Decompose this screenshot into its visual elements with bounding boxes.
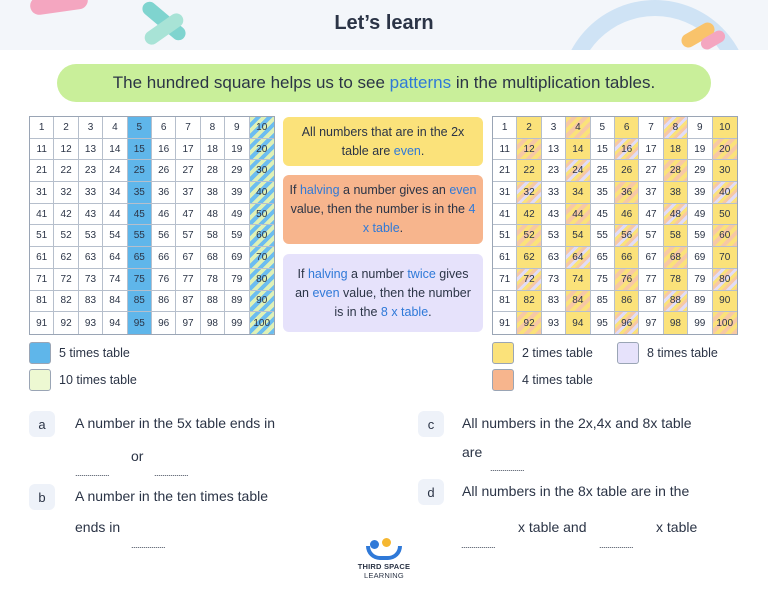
grid-cell: 35 [591, 182, 615, 204]
grid-cell: 89 [225, 291, 249, 313]
key-10-times [29, 369, 137, 391]
grid-cell: 4 [103, 117, 127, 139]
grid-cell: 82 [54, 291, 78, 313]
grid-cell: 79 [225, 269, 249, 291]
info-text: a number [347, 266, 408, 281]
grid-cell: 55 [128, 225, 152, 247]
grid-cell: 45 [591, 204, 615, 226]
grid-cell: 21 [493, 160, 517, 182]
grid-cell: 92 [517, 312, 541, 334]
grid-cell: 32 [517, 182, 541, 204]
grid-cell: 54 [103, 225, 127, 247]
grid-cell: 46 [152, 204, 176, 226]
grid-cell: 61 [30, 247, 54, 269]
info-box-2x [283, 117, 483, 166]
grid-cell: 51 [493, 225, 517, 247]
grid-cell: 94 [566, 312, 590, 334]
grid-cell: 66 [152, 247, 176, 269]
grid-cell: 56 [615, 225, 639, 247]
grid-cell: 9 [225, 117, 249, 139]
grid-cell: 60 [250, 225, 274, 247]
question-a-badge: a [29, 411, 55, 437]
grid-cell: 55 [591, 225, 615, 247]
grid-cell: 43 [542, 204, 566, 226]
grid-cell: 92 [54, 312, 78, 334]
grid-cell: 99 [688, 312, 712, 334]
grid-cell: 33 [542, 182, 566, 204]
grid-cell: 14 [566, 139, 590, 161]
grid-cell: 90 [713, 291, 737, 313]
grid-cell: 43 [79, 204, 103, 226]
grid-cell: 57 [639, 225, 663, 247]
grid-cell: 45 [128, 204, 152, 226]
grid-cell: 77 [176, 269, 200, 291]
grid-cell: 93 [79, 312, 103, 334]
grid-cell: 58 [664, 225, 688, 247]
grid-cell: 18 [201, 139, 225, 161]
grid-cell: 69 [225, 247, 249, 269]
question-a-or: or [131, 448, 144, 464]
info-highlight: even [449, 183, 477, 197]
grid-cell: 91 [493, 312, 517, 334]
grid-cell: 50 [250, 204, 274, 226]
logo-text-2: LEARNING [364, 571, 404, 580]
grid-cell: 31 [30, 182, 54, 204]
grid-cell: 73 [79, 269, 103, 291]
grid-cell: 87 [639, 291, 663, 313]
grid-cell: 36 [152, 182, 176, 204]
grid-cell: 82 [517, 291, 541, 313]
grid-cell: 85 [128, 291, 152, 313]
grid-cell: 40 [713, 182, 737, 204]
grid-cell: 58 [201, 225, 225, 247]
grid-cell: 1 [493, 117, 517, 139]
grid-cell: 35 [128, 182, 152, 204]
grid-cell: 31 [493, 182, 517, 204]
grid-cell: 30 [713, 160, 737, 182]
info-text: value, then the number is in the [334, 285, 471, 319]
grid-cell: 52 [517, 225, 541, 247]
key-4-times [492, 369, 593, 391]
grid-cell: 48 [664, 204, 688, 226]
key-label: 10 times table [59, 373, 137, 387]
grid-cell: 41 [493, 204, 517, 226]
grid-cell: 71 [30, 269, 54, 291]
grid-cell: 28 [664, 160, 688, 182]
grid-cell: 9 [688, 117, 712, 139]
grid-cell: 29 [225, 160, 249, 182]
grid-cell: 80 [250, 269, 274, 291]
grid-cell: 42 [54, 204, 78, 226]
grid-cell: 95 [128, 312, 152, 334]
grid-cell: 49 [225, 204, 249, 226]
grid-cell: 7 [176, 117, 200, 139]
grid-cell: 26 [615, 160, 639, 182]
hundred-square-5-10 [29, 116, 275, 335]
grid-cell: 24 [103, 160, 127, 182]
grid-cell: 76 [152, 269, 176, 291]
grid-cell: 72 [517, 269, 541, 291]
grid-cell: 27 [639, 160, 663, 182]
grid-cell: 6 [615, 117, 639, 139]
grid-cell: 11 [493, 139, 517, 161]
grid-cell: 65 [591, 247, 615, 269]
grid-cell: 91 [30, 312, 54, 334]
intro-banner [57, 64, 711, 102]
grid-cell: 97 [176, 312, 200, 334]
grid-cell: 8 [201, 117, 225, 139]
grid-cell: 59 [688, 225, 712, 247]
grid-cell: 81 [30, 291, 54, 313]
grid-cell: 67 [176, 247, 200, 269]
grid-cell: 25 [591, 160, 615, 182]
swatch-yellow [492, 342, 514, 364]
grid-cell: 69 [688, 247, 712, 269]
question-c-badge: c [418, 411, 444, 437]
grid-cell: 66 [615, 247, 639, 269]
grid-cell: 18 [664, 139, 688, 161]
info-highlight: halving [299, 183, 340, 197]
grid-cell: 8 [664, 117, 688, 139]
grid-cell: 83 [79, 291, 103, 313]
grid-cell: 42 [517, 204, 541, 226]
grid-cell: 19 [688, 139, 712, 161]
grid-cell: 34 [103, 182, 127, 204]
grid-cell: 22 [54, 160, 78, 182]
grid-cell: 89 [688, 291, 712, 313]
grid-cell: 62 [54, 247, 78, 269]
grid-cell: 28 [201, 160, 225, 182]
grid-cell: 98 [664, 312, 688, 334]
grid-cell: 84 [566, 291, 590, 313]
grid-cell: 68 [664, 247, 688, 269]
grid-cell: 78 [201, 269, 225, 291]
question-d-badge: d [418, 479, 444, 505]
grid-cell: 3 [79, 117, 103, 139]
grid-cell: 15 [128, 139, 152, 161]
grid-cell: 12 [517, 139, 541, 161]
swatch-orange [492, 369, 514, 391]
grid-cell: 33 [79, 182, 103, 204]
grid-cell: 60 [713, 225, 737, 247]
info-highlight: twice [407, 266, 436, 281]
grid-cell: 81 [493, 291, 517, 313]
grid-cell: 11 [30, 139, 54, 161]
grid-cell: 39 [688, 182, 712, 204]
grid-cell: 61 [493, 247, 517, 269]
grid-cell: 6 [152, 117, 176, 139]
key-label: 5 times table [59, 346, 130, 360]
grid-cell: 99 [225, 312, 249, 334]
grid-cell: 75 [591, 269, 615, 291]
grid-cell: 70 [250, 247, 274, 269]
grid-cell: 63 [79, 247, 103, 269]
grid-cell: 86 [152, 291, 176, 313]
third-space-learning-logo [354, 538, 414, 580]
grid-cell: 44 [103, 204, 127, 226]
key-2-times [492, 342, 593, 364]
grid-cell: 64 [103, 247, 127, 269]
grid-cell: 44 [566, 204, 590, 226]
grid-cell: 21 [30, 160, 54, 182]
info-text: All numbers that are in the 2x table are [301, 124, 465, 158]
grid-cell: 26 [152, 160, 176, 182]
key-8-times [617, 342, 718, 364]
grid-cell: 68 [201, 247, 225, 269]
grid-cell: 86 [615, 291, 639, 313]
info-highlight: even [312, 285, 340, 300]
grid-cell: 47 [639, 204, 663, 226]
grid-cell: 98 [201, 312, 225, 334]
key-label: 2 times table [522, 346, 593, 360]
info-text: . [428, 304, 432, 319]
grid-cell: 20 [713, 139, 737, 161]
grid-cell: 24 [566, 160, 590, 182]
grid-cell: 36 [615, 182, 639, 204]
grid-cell: 41 [30, 204, 54, 226]
banner-text: The hundred square helps us to see [112, 73, 390, 92]
answer-blank[interactable]: ................. [599, 540, 634, 550]
logo-mark-icon [364, 538, 404, 562]
grid-cell: 16 [152, 139, 176, 161]
grid-cell: 87 [176, 291, 200, 313]
info-text: . [420, 143, 425, 158]
grid-cell: 65 [128, 247, 152, 269]
grid-cell: 5 [591, 117, 615, 139]
hundred-square-2-4-8 [492, 116, 738, 335]
grid-cell: 79 [688, 269, 712, 291]
info-text: . [399, 221, 404, 235]
answer-blank[interactable]: ................. [75, 468, 110, 478]
info-text: value, then the number is in the [290, 202, 469, 216]
grid-cell: 100 [713, 312, 737, 334]
grid-cell: 80 [713, 269, 737, 291]
page-title: Let’s learn [334, 12, 434, 34]
grid-cell: 13 [79, 139, 103, 161]
swatch-green [29, 369, 51, 391]
grid-cell: 94 [103, 312, 127, 334]
grid-cell: 78 [664, 269, 688, 291]
swatch-blue [29, 342, 51, 364]
key-label: 4 times table [522, 373, 593, 387]
grid-cell: 73 [542, 269, 566, 291]
grid-cell: 74 [103, 269, 127, 291]
grid-cell: 1 [30, 117, 54, 139]
grid-cell: 70 [713, 247, 737, 269]
grid-cell: 39 [225, 182, 249, 204]
grid-cell: 95 [591, 312, 615, 334]
info-highlight: 8 x table [380, 304, 429, 319]
question-d-mid1: x table and [518, 519, 587, 535]
grid-cell: 88 [664, 291, 688, 313]
grid-cell: 84 [103, 291, 127, 313]
grid-cell: 7 [639, 117, 663, 139]
grid-cell: 50 [713, 204, 737, 226]
banner-highlight: patterns [389, 73, 452, 92]
grid-cell: 64 [566, 247, 590, 269]
grid-cell: 85 [591, 291, 615, 313]
grid-cell: 49 [688, 204, 712, 226]
info-box-8x [283, 254, 483, 332]
grid-cell: 3 [542, 117, 566, 139]
grid-cell: 57 [176, 225, 200, 247]
grid-cell: 63 [542, 247, 566, 269]
grid-cell: 13 [542, 139, 566, 161]
grid-cell: 53 [542, 225, 566, 247]
question-b-text-2: ends in [75, 519, 121, 535]
grid-cell: 15 [591, 139, 615, 161]
grid-cell: 88 [201, 291, 225, 313]
grid-cell: 83 [542, 291, 566, 313]
key-5-times [29, 342, 130, 364]
grid-cell: 40 [250, 182, 274, 204]
grid-cell: 51 [30, 225, 54, 247]
grid-cell: 5 [128, 117, 152, 139]
grid-cell: 100 [250, 312, 274, 334]
grid-cell: 71 [493, 269, 517, 291]
info-text: If [289, 183, 300, 197]
answer-blank[interactable]: ................. [490, 463, 525, 473]
grid-cell: 96 [615, 312, 639, 334]
question-c-text: All numbers in the 2x,4x and 8x table [462, 415, 692, 431]
answer-blank[interactable]: ................. [131, 540, 166, 550]
question-c-text-2: are [462, 444, 483, 460]
info-box-4x [283, 175, 483, 244]
info-text: gives an [295, 266, 469, 300]
grid-cell: 30 [250, 160, 274, 182]
grid-cell: 76 [615, 269, 639, 291]
question-d-mid2: x table [656, 519, 698, 535]
info-highlight: even [393, 143, 421, 158]
grid-cell: 12 [54, 139, 78, 161]
grid-cell: 23 [542, 160, 566, 182]
question-d-text: All numbers in the 8x table are in the [462, 483, 690, 499]
grid-cell: 25 [128, 160, 152, 182]
grid-cell: 16 [615, 139, 639, 161]
header-band [0, 0, 768, 50]
grid-cell: 2 [54, 117, 78, 139]
info-text: a number gives an [339, 183, 450, 197]
grid-cell: 93 [542, 312, 566, 334]
grid-cell: 14 [103, 139, 127, 161]
grid-cell: 22 [517, 160, 541, 182]
grid-cell: 97 [639, 312, 663, 334]
grid-cell: 34 [566, 182, 590, 204]
answer-blank[interactable]: ................. [154, 468, 189, 478]
grid-cell: 54 [566, 225, 590, 247]
grid-cell: 96 [152, 312, 176, 334]
swatch-lilac [617, 342, 639, 364]
grid-cell: 52 [54, 225, 78, 247]
info-highlight: halving [307, 266, 348, 281]
grid-cell: 4 [566, 117, 590, 139]
grid-cell: 27 [176, 160, 200, 182]
answer-blank[interactable]: ................. [461, 540, 496, 550]
info-highlight: 4 x table [362, 202, 476, 235]
grid-cell: 37 [176, 182, 200, 204]
grid-cell: 29 [688, 160, 712, 182]
grid-cell: 32 [54, 182, 78, 204]
grid-cell: 20 [250, 139, 274, 161]
grid-cell: 59 [225, 225, 249, 247]
grid-cell: 46 [615, 204, 639, 226]
grid-cell: 37 [639, 182, 663, 204]
grid-cell: 56 [152, 225, 176, 247]
grid-cell: 17 [176, 139, 200, 161]
grid-cell: 17 [639, 139, 663, 161]
grid-cell: 67 [639, 247, 663, 269]
banner-text-end: in the multiplication tables. [451, 73, 656, 92]
grid-cell: 2 [517, 117, 541, 139]
grid-cell: 48 [201, 204, 225, 226]
key-label: 8 times table [647, 346, 718, 360]
grid-cell: 90 [250, 291, 274, 313]
grid-cell: 72 [54, 269, 78, 291]
grid-cell: 38 [664, 182, 688, 204]
grid-cell: 19 [225, 139, 249, 161]
grid-cell: 23 [79, 160, 103, 182]
question-b-text: A number in the ten times table [75, 488, 268, 504]
logo-text: THIRD SPACE [357, 562, 411, 571]
grid-cell: 75 [128, 269, 152, 291]
grid-cell: 38 [201, 182, 225, 204]
grid-cell: 74 [566, 269, 590, 291]
grid-cell: 10 [713, 117, 737, 139]
grid-cell: 53 [79, 225, 103, 247]
grid-cell: 62 [517, 247, 541, 269]
grid-cell: 47 [176, 204, 200, 226]
grid-cell: 10 [250, 117, 274, 139]
info-text: If [297, 266, 308, 281]
grid-cell: 77 [639, 269, 663, 291]
question-b-badge: b [29, 484, 55, 510]
question-a-text: A number in the 5x table ends in [75, 415, 276, 431]
